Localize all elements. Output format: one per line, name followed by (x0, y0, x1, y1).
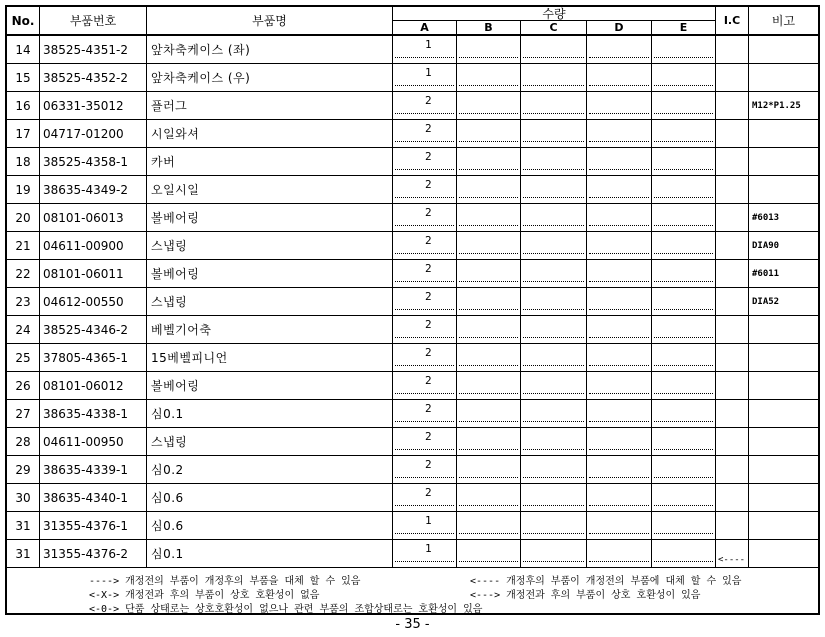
part-name: 스냅링 (151, 435, 188, 449)
part-name: 앞차축케이스 (우) (151, 71, 251, 85)
part-number: 38525-4346-2 (43, 322, 129, 337)
part-name: 볼베어링 (151, 211, 200, 225)
table-row (7, 456, 818, 484)
table-row (7, 512, 818, 540)
part-number: 04717-01200 (43, 126, 124, 141)
row-number: 15 (15, 70, 31, 85)
row-number: 20 (15, 210, 31, 225)
qty-a-value: 2 (425, 122, 432, 135)
part-name: 스냅링 (151, 239, 188, 253)
table-row (7, 204, 818, 232)
row-number: 23 (15, 294, 31, 309)
part-number: 38635-4349-2 (43, 182, 129, 197)
note-assembly-interchangeable: <-0-> 단품 상태로는 상호호환성이 없으나 관련 부품의 조합상태로는 호환성이 있음 (89, 604, 483, 615)
qty-a-value: 1 (425, 542, 432, 555)
note-forward-replace: ----> 개정전의 부품이 개정후의 부품을 대체 할 수 있음 (89, 576, 361, 587)
table-row (7, 344, 818, 372)
header-no: No. (11, 13, 35, 28)
remark (752, 64, 818, 91)
qty-a-value: 1 (425, 38, 432, 51)
table-row (7, 372, 818, 400)
part-number: 08101-06012 (43, 378, 124, 393)
part-name: 시일와셔 (151, 127, 200, 141)
row-number: 24 (15, 322, 31, 337)
part-number: 38635-4340-1 (43, 490, 129, 505)
qty-a-value: 2 (425, 150, 432, 163)
table-row (7, 288, 818, 316)
qty-a-value: 2 (425, 206, 432, 219)
remark (752, 456, 818, 483)
row-number: 17 (15, 126, 31, 141)
part-number: 08101-06013 (43, 210, 124, 225)
part-number: 04612-00550 (43, 294, 124, 309)
qty-a-value: 2 (425, 94, 432, 107)
part-number: 38635-4339-1 (43, 462, 129, 477)
note-backward-replace: <---- 개정후의 부품이 개정전의 부품에 대체 할 수 있음 (470, 576, 742, 587)
table-row (7, 316, 818, 344)
remark (752, 176, 818, 203)
part-number: 38525-4351-2 (43, 42, 129, 57)
qty-a-value: 2 (425, 430, 432, 443)
remark: #6013 (752, 212, 780, 223)
qty-a-value: 2 (425, 486, 432, 499)
qty-a-value: 2 (425, 346, 432, 359)
header-ic: I.C (723, 14, 741, 27)
part-name: 심0.2 (151, 463, 184, 477)
remark (752, 372, 818, 399)
part-number: 38635-4338-1 (43, 406, 129, 421)
qty-a-value: 1 (425, 66, 432, 79)
table-header (7, 7, 818, 36)
part-number: 08101-06011 (43, 266, 124, 281)
remark (752, 148, 818, 175)
table-row (7, 36, 818, 64)
remark (752, 428, 818, 455)
note-not-interchangeable: <-X-> 개정전과 후의 부품이 상호 호환성이 없음 (89, 590, 320, 601)
row-number: 14 (15, 42, 31, 57)
table-row (7, 120, 818, 148)
table-row (7, 540, 818, 568)
part-name: 베벨기어축 (151, 323, 212, 337)
row-number: 28 (15, 434, 31, 449)
part-number: 37805-4365-1 (43, 350, 129, 365)
row-number: 16 (15, 98, 31, 113)
page-number: - 35 - (395, 617, 430, 632)
interchange-code: <---- (718, 554, 746, 565)
table-row (7, 92, 818, 120)
row-number: 30 (15, 490, 31, 505)
remark (752, 36, 818, 63)
header-qty-c: C (549, 21, 558, 34)
remark: #6011 (752, 268, 780, 279)
part-name: 심0.1 (151, 547, 184, 561)
part-name: 볼베어링 (151, 379, 200, 393)
part-number: 31355-4376-2 (43, 546, 129, 561)
table-row (7, 232, 818, 260)
qty-a-value: 2 (425, 402, 432, 415)
qty-a-value: 2 (425, 262, 432, 275)
table-row (7, 400, 818, 428)
header-qty-d: D (614, 21, 624, 34)
row-number: 27 (15, 406, 31, 421)
part-name: 앞차축케이스 (좌) (151, 43, 251, 57)
part-name: 오일시일 (151, 183, 200, 197)
table-row (7, 176, 818, 204)
header-qty-e: E (679, 21, 688, 34)
part-name: 카버 (151, 155, 176, 169)
table-row (7, 260, 818, 288)
remark (752, 484, 818, 511)
row-number: 26 (15, 378, 31, 393)
row-number: 21 (15, 238, 31, 253)
note-interchangeable: <---> 개정전과 후의 부품이 상호 호환성이 있음 (470, 590, 701, 601)
part-number: 38525-4352-2 (43, 70, 129, 85)
row-number: 22 (15, 266, 31, 281)
part-name: 스냅링 (151, 295, 188, 309)
remark (752, 120, 818, 147)
part-name: 볼베어링 (151, 267, 200, 281)
part-number: 38525-4358-1 (43, 154, 129, 169)
remark (752, 512, 818, 539)
remark: DIA52 (752, 296, 780, 307)
remark: DIA90 (752, 240, 780, 251)
qty-a-value: 2 (425, 458, 432, 471)
part-name: 15베벨피니언 (151, 351, 228, 365)
table-row (7, 484, 818, 512)
table-row (7, 148, 818, 176)
qty-a-value: 2 (425, 234, 432, 247)
part-number: 04611-00950 (43, 434, 124, 449)
part-number: 06331-35012 (43, 98, 124, 113)
parts-table (5, 5, 820, 615)
remark (752, 540, 818, 567)
row-number: 31 (15, 546, 31, 561)
part-name: 플러그 (151, 99, 188, 113)
part-number: 04611-00900 (43, 238, 124, 253)
remark (752, 344, 818, 371)
row-number: 18 (15, 154, 31, 169)
row-number: 31 (15, 518, 31, 533)
header-qty-a: A (420, 21, 429, 34)
qty-a-value: 1 (425, 514, 432, 527)
part-name: 심0.1 (151, 407, 184, 421)
table-row (7, 428, 818, 456)
header-part-name: 부품명 (252, 14, 287, 28)
header-part-number: 부품번호 (69, 14, 117, 28)
qty-a-value: 2 (425, 290, 432, 303)
remark (752, 400, 818, 427)
header-remarks: 비고 (771, 14, 796, 28)
header-quantity: 수량 (542, 7, 566, 21)
row-number: 19 (15, 182, 31, 197)
part-name: 심0.6 (151, 491, 184, 505)
qty-a-value: 2 (425, 178, 432, 191)
legend-notes (7, 570, 818, 613)
row-number: 25 (15, 350, 31, 365)
qty-a-value: 2 (425, 318, 432, 331)
part-number: 31355-4376-1 (43, 518, 129, 533)
header-qty-b: B (484, 21, 493, 34)
part-name: 심0.6 (151, 519, 184, 533)
remark: M12*P1.25 (752, 100, 801, 111)
table-row (7, 64, 818, 92)
row-number: 29 (15, 462, 31, 477)
remark (752, 316, 818, 343)
qty-a-value: 2 (425, 374, 432, 387)
